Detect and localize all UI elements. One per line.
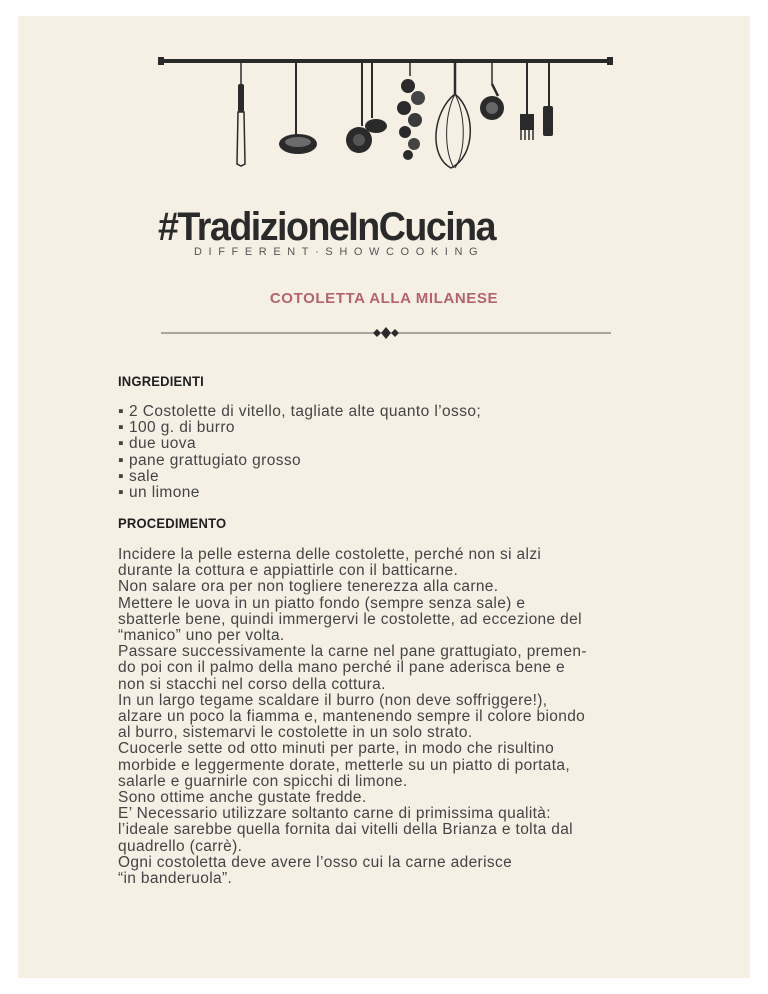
procedure-line: durante la cottura e appiattirle con il batticarne. <box>118 562 459 580</box>
ingredient-item <box>118 485 481 501</box>
procedure-line: In un largo tegame scaldare il burro (non deve soffriggere!), <box>118 691 548 709</box>
hanging-utensils-illustration <box>158 56 618 191</box>
brand-logo <box>158 204 618 258</box>
recipe-title: COTOLETTA ALLA MILANESE <box>269 290 499 307</box>
procedure-line: salarle e guarnirle con spicchi di limone. <box>118 772 408 790</box>
bullet-icon: ▪ <box>118 451 124 469</box>
ingredient-text: sale <box>129 467 160 485</box>
ingredient-item <box>118 404 481 420</box>
bullet-icon: ▪ <box>118 435 124 453</box>
bullet-icon: ▪ <box>118 467 124 485</box>
ingredient-text: 2 Costolette di vitello, tagliate alte quanto l’osso; <box>129 403 482 420</box>
procedure-line: E’ Necessario utilizzare soltanto carne di primissima qualità: <box>118 805 551 823</box>
ingredient-item <box>118 453 481 469</box>
procedure-line: non si stacchi nel corso della cottura. <box>118 675 386 693</box>
bullet-icon: ▪ <box>118 419 124 437</box>
recipe-card <box>18 16 750 978</box>
bullet-icon: ▪ <box>118 403 124 420</box>
ingredient-item <box>118 420 481 436</box>
ingredient-text: 100 g. di burro <box>129 419 235 437</box>
ingredient-item <box>118 436 481 452</box>
procedure-line: “manico” uno per volta. <box>118 627 285 645</box>
ingredient-text: pane grattugiato grosso <box>129 451 302 469</box>
procedure-line: Sono ottime anche gustate fredde. <box>118 789 367 807</box>
procedure-text <box>118 547 658 887</box>
procedure-line: “in banderuola”. <box>118 870 233 888</box>
brand-title: #TradizioneInCucina <box>158 205 496 249</box>
procedure-line: quadrello (carrè). <box>118 837 243 855</box>
ingredients-list <box>118 404 481 501</box>
procedure-line: Passare successivamente la carne nel pane grattugiato, premen- <box>118 643 587 661</box>
procedure-heading: PROCEDIMENTO <box>118 515 227 531</box>
procedure-line: Incidere la pelle esterna delle costolette, perché non si alzi <box>118 546 542 563</box>
procedure-line: morbide e leggermente dorate, metterle su un piatto di portata, <box>118 756 570 774</box>
procedure-line: Non salare ora per non togliere tenerezza alla carne. <box>118 578 499 596</box>
procedure-line: Ogni costoletta deve avere l’osso cui la carne aderisce <box>118 853 513 871</box>
brand-subtitle: DIFFERENT·SHOWCOOKING <box>194 246 485 258</box>
procedure-line: sbatterle bene, quindi immergervi le costolette, ad eccezione del <box>118 610 582 628</box>
procedure-line: l’ideale sarebbe quella fornita dai vitelli della Brianza e tolta dal <box>118 821 573 839</box>
bullet-icon: ▪ <box>118 484 124 502</box>
procedure-line: alzare un poco la fiamma e, mantenendo sempre il colore biondo <box>118 708 586 726</box>
ingredient-text: due uova <box>129 435 196 453</box>
procedure-line: Mettere le uova in un piatto fondo (sempre senza sale) e <box>118 594 526 612</box>
procedure-line: do poi con il palmo della mano perché il pane aderisca bene e <box>118 659 566 677</box>
procedure-line: Cuocerle sette od otto minuti per parte, in modo che risultino <box>118 740 555 758</box>
procedure-line: al burro, sistemarvi le costolette in un solo strato. <box>118 724 473 742</box>
ingredient-item <box>118 469 481 485</box>
ingredients-heading: INGREDIENTI <box>118 373 204 389</box>
ingredient-text: un limone <box>129 484 200 502</box>
diamond-divider-icon <box>161 325 611 341</box>
